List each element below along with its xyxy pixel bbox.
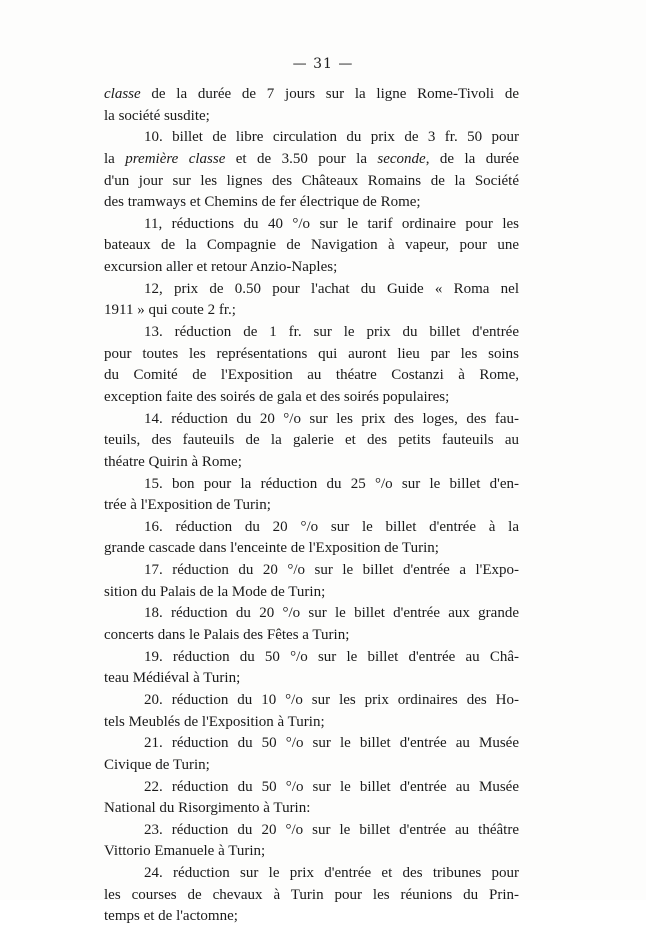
text-line bbox=[104, 430, 519, 452]
text-line bbox=[104, 474, 519, 496]
text-line bbox=[104, 235, 519, 257]
text-run: Vittorio Emanuele à Turin; bbox=[104, 843, 266, 860]
text-run: la société susdite; bbox=[104, 107, 210, 124]
text-run: 10. billet de libre circulation du prix de 3 fr. 50 pour bbox=[144, 129, 519, 146]
text-run: trée à l'Exposition de Turin; bbox=[104, 497, 271, 514]
paragraph bbox=[104, 279, 519, 322]
text-line bbox=[104, 885, 519, 907]
body-text bbox=[104, 84, 519, 928]
text-line bbox=[104, 84, 519, 106]
text-line bbox=[104, 733, 519, 755]
text-line bbox=[104, 647, 519, 669]
text-run: de la durée de 7 jours sur la ligne Rome-Tivoli de bbox=[140, 86, 519, 102]
text-run: 20. réduction du 10 °/o sur les prix ordinaires des Ho- bbox=[144, 691, 519, 708]
text-run: et de 3.50 pour la bbox=[225, 150, 378, 167]
text-run: 21. réduction du 50 °/o sur le billet d'entrée au Musée bbox=[144, 735, 519, 752]
text-line bbox=[104, 755, 519, 777]
text-run: National du Risorgimento à Turin: bbox=[104, 800, 311, 817]
text-run: théatre Quirin à Rome; bbox=[104, 453, 242, 470]
text-line bbox=[104, 257, 519, 279]
text-line bbox=[104, 214, 519, 236]
paragraph bbox=[104, 560, 519, 603]
text-line bbox=[104, 300, 519, 322]
text-run: 24. réduction sur le prix d'entrée et des tribunes pour bbox=[144, 865, 519, 882]
paragraph bbox=[104, 777, 519, 820]
text-line bbox=[104, 841, 519, 863]
page-number: — 31 — bbox=[292, 56, 354, 72]
text-run: sition du Palais de la Mode de Turin; bbox=[104, 583, 326, 600]
text-line bbox=[104, 495, 519, 517]
paragraph bbox=[104, 863, 519, 928]
text-run: grande cascade dans l'enceinte de l'Exposition de Turin; bbox=[104, 540, 439, 557]
paragraph bbox=[104, 603, 519, 646]
text-run: 22. réduction du 50 °/o sur le billet d'entrée au Musée bbox=[144, 778, 519, 795]
text-line bbox=[104, 538, 519, 560]
text-line bbox=[104, 344, 519, 366]
text-line bbox=[104, 798, 519, 820]
paragraph bbox=[104, 322, 519, 409]
text-line bbox=[104, 127, 519, 149]
text-line bbox=[104, 279, 519, 301]
text-line bbox=[104, 625, 519, 647]
text-run: 17. réduction du 20 °/o sur le billet d'entrée a l'Expo- bbox=[144, 562, 519, 579]
text-line bbox=[104, 106, 519, 128]
text-line bbox=[104, 452, 519, 474]
text-line bbox=[104, 712, 519, 734]
paragraph bbox=[104, 690, 519, 733]
text-line bbox=[104, 582, 519, 604]
paragraph bbox=[104, 517, 519, 560]
paragraph bbox=[104, 474, 519, 517]
text-run: 23. réduction du 20 °/o sur le billet d'entrée au théâtre bbox=[144, 821, 519, 838]
paragraph bbox=[104, 84, 519, 127]
text-line bbox=[104, 387, 519, 409]
text-line bbox=[104, 149, 519, 171]
text-run: 16. réduction du 20 °/o sur le billet d'entrée à la bbox=[144, 518, 519, 535]
text-run: 1911 » qui coute 2 fr.; bbox=[104, 302, 236, 319]
text-run: 11, réductions du 40 °/o sur le tarif ordinaire pour les bbox=[144, 215, 519, 232]
text-line bbox=[104, 365, 519, 387]
text-run: temps et de l'actomne; bbox=[104, 908, 238, 925]
text-line bbox=[104, 171, 519, 193]
text-line bbox=[104, 322, 519, 344]
text-run: 18. réduction du 20 °/o sur le billet d'entrée aux grande bbox=[144, 605, 519, 622]
text-line bbox=[104, 192, 519, 214]
text-line bbox=[104, 409, 519, 431]
italic-text: classe bbox=[104, 86, 141, 102]
text-run: teau Médiéval à Turin; bbox=[104, 670, 241, 687]
paragraph bbox=[104, 733, 519, 776]
text-run: 13. réduction de 1 fr. sur le prix du billet d'entrée bbox=[144, 324, 519, 341]
text-run: pour toutes les représentations qui auront lieu par les soins bbox=[104, 345, 519, 362]
paragraph bbox=[104, 647, 519, 690]
text-line bbox=[104, 603, 519, 625]
text-line bbox=[104, 517, 519, 539]
text-run: les courses de chevaux à Turin pour les réunions du Prin- bbox=[104, 886, 519, 903]
text-run: 19. réduction du 50 °/o sur le billet d'entrée au Châ- bbox=[144, 648, 519, 665]
text-run: tels Meublés de l'Exposition à Turin; bbox=[104, 713, 325, 730]
italic-text: première classe bbox=[125, 150, 226, 167]
text-run: bateaux de la Compagnie de Navigation à vapeur, pour une bbox=[104, 237, 519, 254]
paragraph bbox=[104, 214, 519, 279]
text-line bbox=[104, 668, 519, 690]
text-run: Civique de Turin; bbox=[104, 756, 210, 773]
italic-text: seconde bbox=[377, 150, 426, 167]
text-run: excursion aller et retour Anzio-Naples; bbox=[104, 259, 338, 276]
text-run: concerts dans le Palais des Fêtes a Turin; bbox=[104, 627, 350, 644]
text-line bbox=[104, 863, 519, 885]
paragraph bbox=[104, 820, 519, 863]
text-run: des tramways et Chemins de fer électrique de Rome; bbox=[104, 194, 421, 211]
text-line bbox=[104, 690, 519, 712]
text-line bbox=[104, 777, 519, 799]
text-run: 12, prix de 0.50 pour l'achat du Guide « Roma nel bbox=[144, 280, 519, 297]
paragraph bbox=[104, 127, 519, 214]
text-run: exception faite des soirés de gala et des soirés populaires; bbox=[104, 388, 450, 405]
text-run: d'un jour sur les lignes des Châteaux Romains de la Société bbox=[104, 172, 519, 189]
text-run: 15. bon pour la réduction du 25 °/o sur le billet d'en- bbox=[144, 475, 519, 492]
paragraph bbox=[104, 409, 519, 474]
text-line bbox=[104, 560, 519, 582]
text-run: du Comité de l'Exposition au théatre Costanzi à Rome, bbox=[104, 367, 519, 384]
text-line bbox=[104, 906, 519, 928]
text-run: , de la durée bbox=[425, 150, 519, 167]
text-line bbox=[104, 820, 519, 842]
text-run: teuils, des fauteuils de la galerie et des petits fauteuils au bbox=[104, 432, 519, 449]
text-run: 14. réduction du 20 °/o sur les prix des loges, des fau- bbox=[144, 410, 519, 427]
text-run: la bbox=[104, 150, 126, 167]
